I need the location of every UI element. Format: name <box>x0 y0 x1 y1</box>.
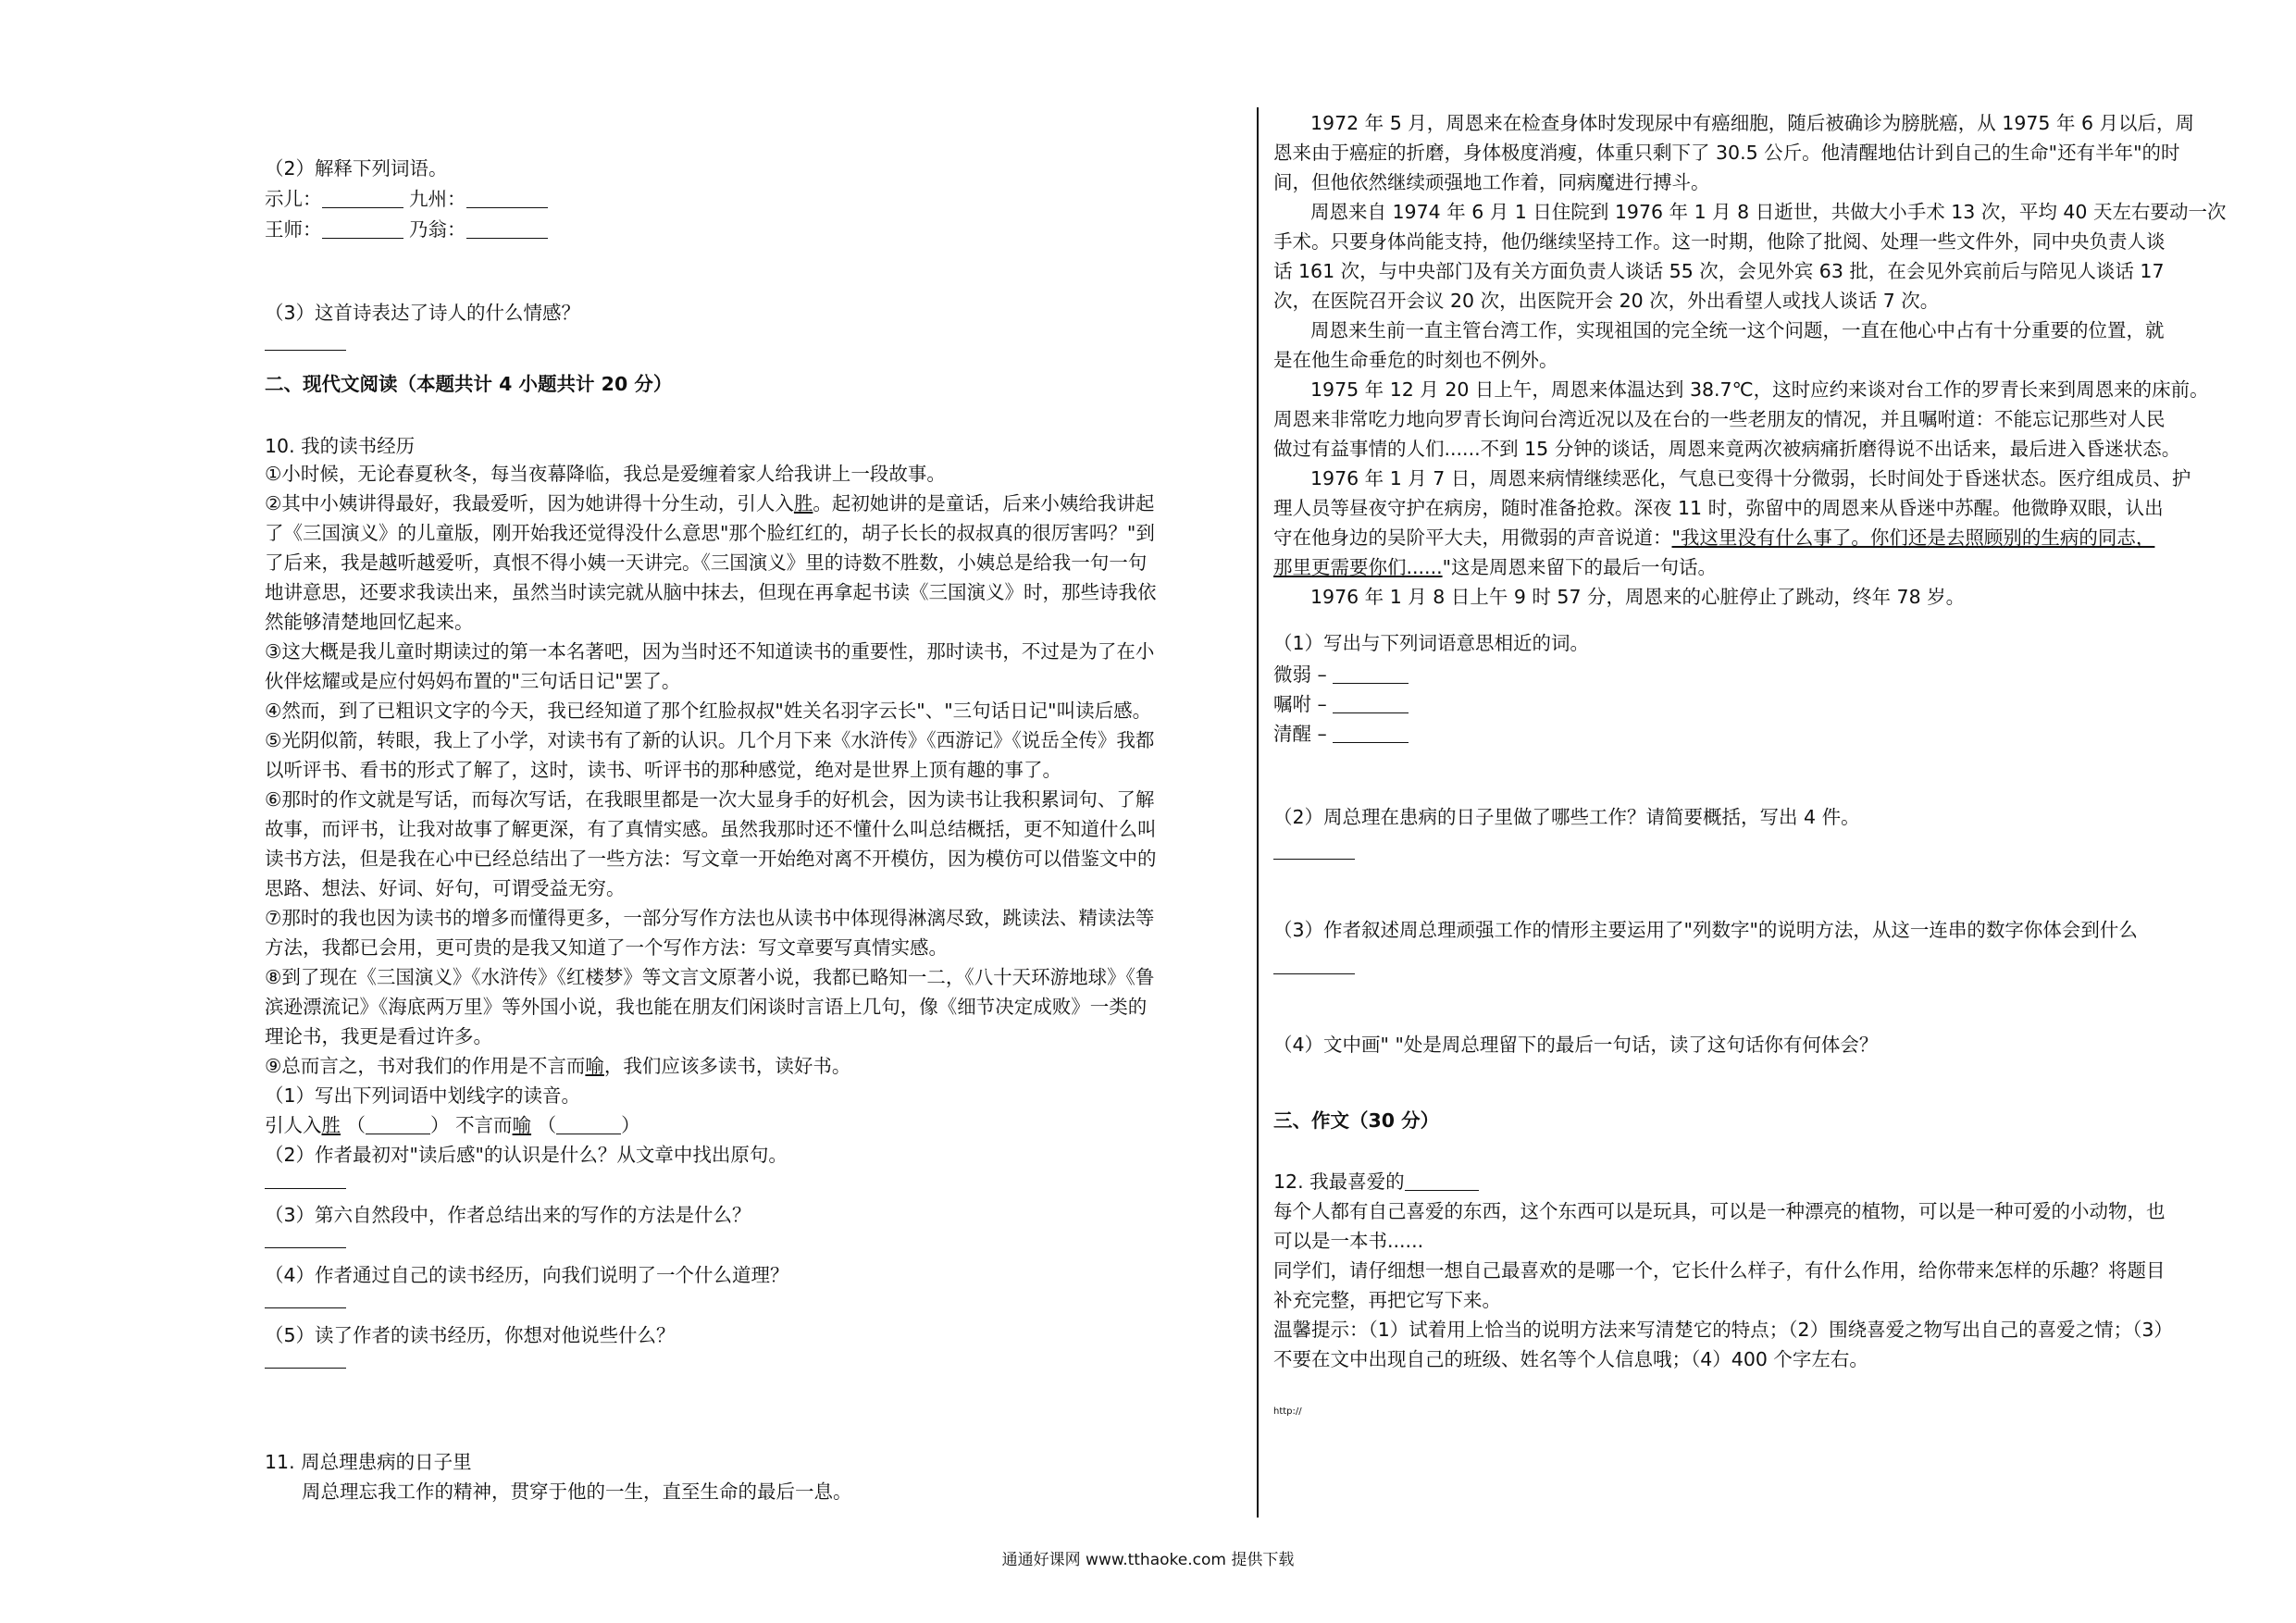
q11-1-prompt: （1）写出与下列词语意思相近的词。 <box>1273 632 1590 654</box>
passage-line: ④然而，到了已粗识文字的今天，我已经知道了那个红脸叔叔"姓关名羽字云长"、"三句话日记"叫读后感。 <box>265 700 1152 722</box>
passage-line: 话 161 次，与中央部门及有关方面负责人谈话 55 次，会见外宾 63 批，在会见外宾前后与陪见人谈话 17 <box>1273 260 2165 282</box>
q11-1-item: 微弱 – <box>1273 661 1409 688</box>
q10-1-row: 引人入胜 （ ） 不言而喻 （ ） <box>265 1114 640 1136</box>
q11-title: 11. 周总理患病的日子里 <box>265 1451 472 1473</box>
passage-line: 然能够清楚地回忆起来。 <box>265 611 474 633</box>
q12-line: 温馨提示：（1）试着用上恰当的说明方法来写清楚它的特点；（2）围绕喜爱之物写出自己的喜爱之情；（3） <box>1273 1319 2173 1341</box>
passage-line: 手术。只要身体尚能支持，他仍继续坚持工作。这一时期，他除了批阅、处理一些文件外，同中央负责人谈 <box>1273 230 2166 253</box>
q12-line: 补充完整，再把它写下来。 <box>1273 1289 1501 1311</box>
passage-line: ⑤光阴似箭，转眼，我上了小学，对读书有了新的认识。几个月下来《水浒传》《西游记》《说岳全传》我都 <box>265 729 1155 751</box>
passage-line: ③这大概是我儿童时期读过的第一本名著吧，因为当时还不知道读书的重要性，那时读书，不过是为了在小 <box>265 640 1155 663</box>
answer-line[interactable] <box>265 1307 346 1308</box>
passage-line: ⑧到了现在《三国演义》《水浒传》《红楼梦》等文言文原著小说，我都已略知一二，《八十天环游地球》《鲁 <box>265 966 1155 988</box>
answer-blank[interactable] <box>322 219 403 239</box>
passage-line: ⑥那时的作文就是写话，而每次写话，在我眼里都是一次大显身手的好机会，因为读书让我积累词句、了解 <box>265 788 1155 811</box>
answer-line[interactable] <box>1273 973 1355 974</box>
passage-line: 1976 年 1 月 8 日上午 9 时 57 分，周恩来的心脏停止了跳动，终年 78 岁。 <box>1310 586 1966 608</box>
q12-line: 不要在文中出现自己的班级、姓名等个人信息哦；（4）400 个字左右。 <box>1273 1348 1868 1370</box>
q11-4-prompt: （4）文中画" "处是周总理留下的最后一句话，读了这句话你有何体会？ <box>1273 1034 1879 1056</box>
passage-line: 理人员等昼夜守护在病房，随时准备抢救。深夜 11 时，弥留中的周恩来从昏迷中苏醒。他微睁双眼，认出 <box>1273 497 2164 519</box>
passage-line: 1975 年 12 月 20 日上午，周恩来体温达到 38.7℃，这时应约来谈对台工作的罗青长来到周恩来的床前。 <box>1310 378 2209 401</box>
q10-4-prompt: （4）作者通过自己的读书经历，向我们说明了一个什么道理？ <box>265 1264 789 1286</box>
q11-first-line: 周总理忘我工作的精神，贯穿于他的一生，直至生命的最后一息。 <box>302 1481 852 1503</box>
q12-line: 每个人都有自己喜爱的东西，这个东西可以是玩具，可以是一种漂亮的植物，可以是一种可爱的小动物，也 <box>1273 1200 2166 1222</box>
passage-line: 读书方法，但是我在心中已经总结出了一些方法：写文章一开始绝对离不开模仿，因为模仿可以借鉴文中的 <box>265 848 1157 870</box>
passage-line: 次，在医院召开会议 20 次，出医院开会 20 次，外出看望人或找人谈话 7 次。 <box>1273 290 1940 312</box>
q10-2-prompt: （2）作者最初对"读后感"的认识是什么？从文章中找出原句。 <box>265 1144 788 1166</box>
q12-line: 同学们，请仔细想一想自己最喜欢的是哪一个，它长什么样子，有什么作用，给你带来怎样的乐趣？将题目 <box>1273 1259 2166 1282</box>
q11-1-item: 清醒 – <box>1273 720 1409 748</box>
q11-1-item: 嘱咐 – <box>1273 690 1409 718</box>
answer-blank[interactable] <box>1333 724 1409 743</box>
passage-line: 滨逊漂流记》《海底两万里》等外国小说，我也能在朋友们闲谈时言语上几句，像《细节决定成败》一类的 <box>265 996 1148 1018</box>
answer-blank[interactable] <box>322 189 403 208</box>
answer-line[interactable] <box>265 350 346 351</box>
q11-2-prompt: （2）周总理在患病的日子里做了哪些工作？请简要概括，写出 4 件。 <box>1273 806 1860 828</box>
answer-line[interactable] <box>265 1247 346 1248</box>
q10-title: 10. 我的读书经历 <box>265 435 416 457</box>
passage-line: 1976 年 1 月 7 日，周恩来病情继续恶化，气息已变得十分微弱，长时间处于昏迷状态。医疗组成员、护 <box>1310 467 2191 489</box>
answer-blank[interactable] <box>1405 1171 1479 1191</box>
answer-blank[interactable] <box>366 1115 430 1134</box>
q9-2-prompt: （2）解释下列词语。 <box>265 157 448 180</box>
q10-3-prompt: （3）第六自然段中，作者总结出来的写作的方法是什么？ <box>265 1204 751 1226</box>
passage-line: 周恩来生前一直主管台湾工作，实现祖国的完全统一这个问题，一直在他心中占有十分重要的位置，就 <box>1310 319 2165 341</box>
column-divider <box>1257 107 1259 1518</box>
answer-blank[interactable] <box>1333 694 1409 713</box>
section-2-heading: 二、现代文阅读（本题共计 4 小题共计 20 分） <box>265 373 673 395</box>
passage-line: ⑨总而言之，书对我们的作用是不言而喻，我们应该多读书，读好书。 <box>265 1055 851 1077</box>
page-footer: 通通好课网 www.tthaoke.com 提供下载 <box>1001 1551 1295 1569</box>
answer-blank[interactable] <box>1333 664 1409 684</box>
passage-line: 思路、想法、好词、好句，可谓受益无穷。 <box>265 877 626 899</box>
q10-1-prompt: （1）写出下列词语中划线字的读音。 <box>265 1084 581 1107</box>
section-3-heading: 三、作文（30 分） <box>1273 1109 1440 1132</box>
q9-3-prompt: （3）这首诗表达了诗人的什么情感？ <box>265 302 581 324</box>
passage-line: ⑦那时的我也因为读书的增多而懂得更多，一部分写作方法也从读书中体现得淋漓尽致，跳读法、精读法等 <box>265 907 1155 929</box>
passage-line: 那里更需要你们......"这是周恩来留下的最后一句话。 <box>1273 556 1718 578</box>
passage-line: 周恩来自 1974 年 6 月 1 日住院到 1976 年 1 月 8 日逝世，共做大小手术 13 次，平均 40 天左右要动一次 <box>1310 201 2227 223</box>
passage-line: 理论书，我更是看过许多。 <box>265 1025 492 1047</box>
q12-line: 可以是一本书...... <box>1273 1230 1424 1252</box>
passage-line: 是在他生命垂危的时刻也不例外。 <box>1273 349 1558 371</box>
passage-line: ①小时候，无论春夏秋冬，每当夜幕降临，我总是爱缠着家人给我讲上一段故事。 <box>265 463 946 485</box>
q9-2-row1: 示儿： 九州： <box>265 185 548 213</box>
passage-line: 守在他身边的吴阶平大夫，用微弱的声音说道："我这里没有什么事了。你们还是去照顾别的生病的同志， <box>1273 527 2155 549</box>
q10-5-prompt: （5）读了作者的读书经历，你想对他说些什么？ <box>265 1324 676 1346</box>
passage-line: ②其中小姨讲得最好，我最爱听，因为她讲得十分生动，引人入胜。起初她讲的是童话，后来小姨给我讲起 <box>265 492 1155 514</box>
answer-blank[interactable] <box>556 1115 621 1134</box>
passage-line: 间，但他依然继续顽强地工作着，同病魔进行搏斗。 <box>1273 171 1710 193</box>
passage-line: 以听评书、看书的形式了解了，这时，读书、听评书的那种感觉，绝对是世界上顶有趣的事了。 <box>265 759 1061 781</box>
q9-2-row2: 王师： 乃翁： <box>265 216 548 243</box>
answer-line[interactable] <box>1273 859 1355 860</box>
answer-blank[interactable] <box>466 219 548 239</box>
answer-blank[interactable] <box>466 189 548 208</box>
passage-line: 恩来由于癌症的折磨，身体极度消瘦，体重只剩下了 30.5 公斤。他清醒地估计到自己的生命"还有半年"的时 <box>1273 142 2180 164</box>
passage-line: 周恩来非常吃力地向罗青长询问台湾近况以及在台的一些老朋友的情况，并且嘱咐道：不能忘记那些对人民 <box>1273 408 2166 430</box>
passage-line: 故事，而评书，让我对故事了解更深，有了真情实感。虽然我那时还不懂什么叫总结概括，更不知道什么叫 <box>265 818 1157 840</box>
answer-line[interactable] <box>265 1188 346 1189</box>
passage-line: 伙伴炫耀或是应付妈妈布置的"三句话日记"罢了。 <box>265 670 681 692</box>
passage-line: 1972 年 5 月，周恩来在检查身体时发现尿中有癌细胞，随后被确诊为膀胱癌，从 1975 年 6 月以后，周 <box>1310 112 2195 134</box>
passage-line: 了《三国演义》的儿童版，刚开始我还觉得没什么意思"那个脸红红的，胡子长长的叔叔真的很厉害吗？"到 <box>265 522 1155 544</box>
answer-line[interactable] <box>265 1368 346 1369</box>
passage-line: 方法，我都已会用，更可贵的是我又知道了一个写作方法：写文章要写真情实感。 <box>265 936 948 959</box>
q12-title: 12. 我最喜爱的 <box>1273 1168 1479 1196</box>
q11-3-prompt: （3）作者叙述周总理顽强工作的情形主要运用了"列数字"的说明方法，从这一连串的数字你体会到什么 <box>1273 919 2138 941</box>
url-text: http:// <box>1273 1406 1302 1417</box>
passage-line: 地讲意思，还要求我读出来，虽然当时读完就从脑中抹去，但现在再拿起书读《三国演义》时，那些诗我依 <box>265 581 1157 603</box>
passage-line: 做过有益事情的人们......不到 15 分钟的谈话，周恩来竟两次被病痛折磨得说不出话来，最后进入昏迷状态。 <box>1273 438 2181 460</box>
passage-line: 了后来，我是越听越爱听，真恨不得小姨一天讲完。《三国演义》里的诗数不胜数，小姨总是给我一句一句 <box>265 551 1148 574</box>
